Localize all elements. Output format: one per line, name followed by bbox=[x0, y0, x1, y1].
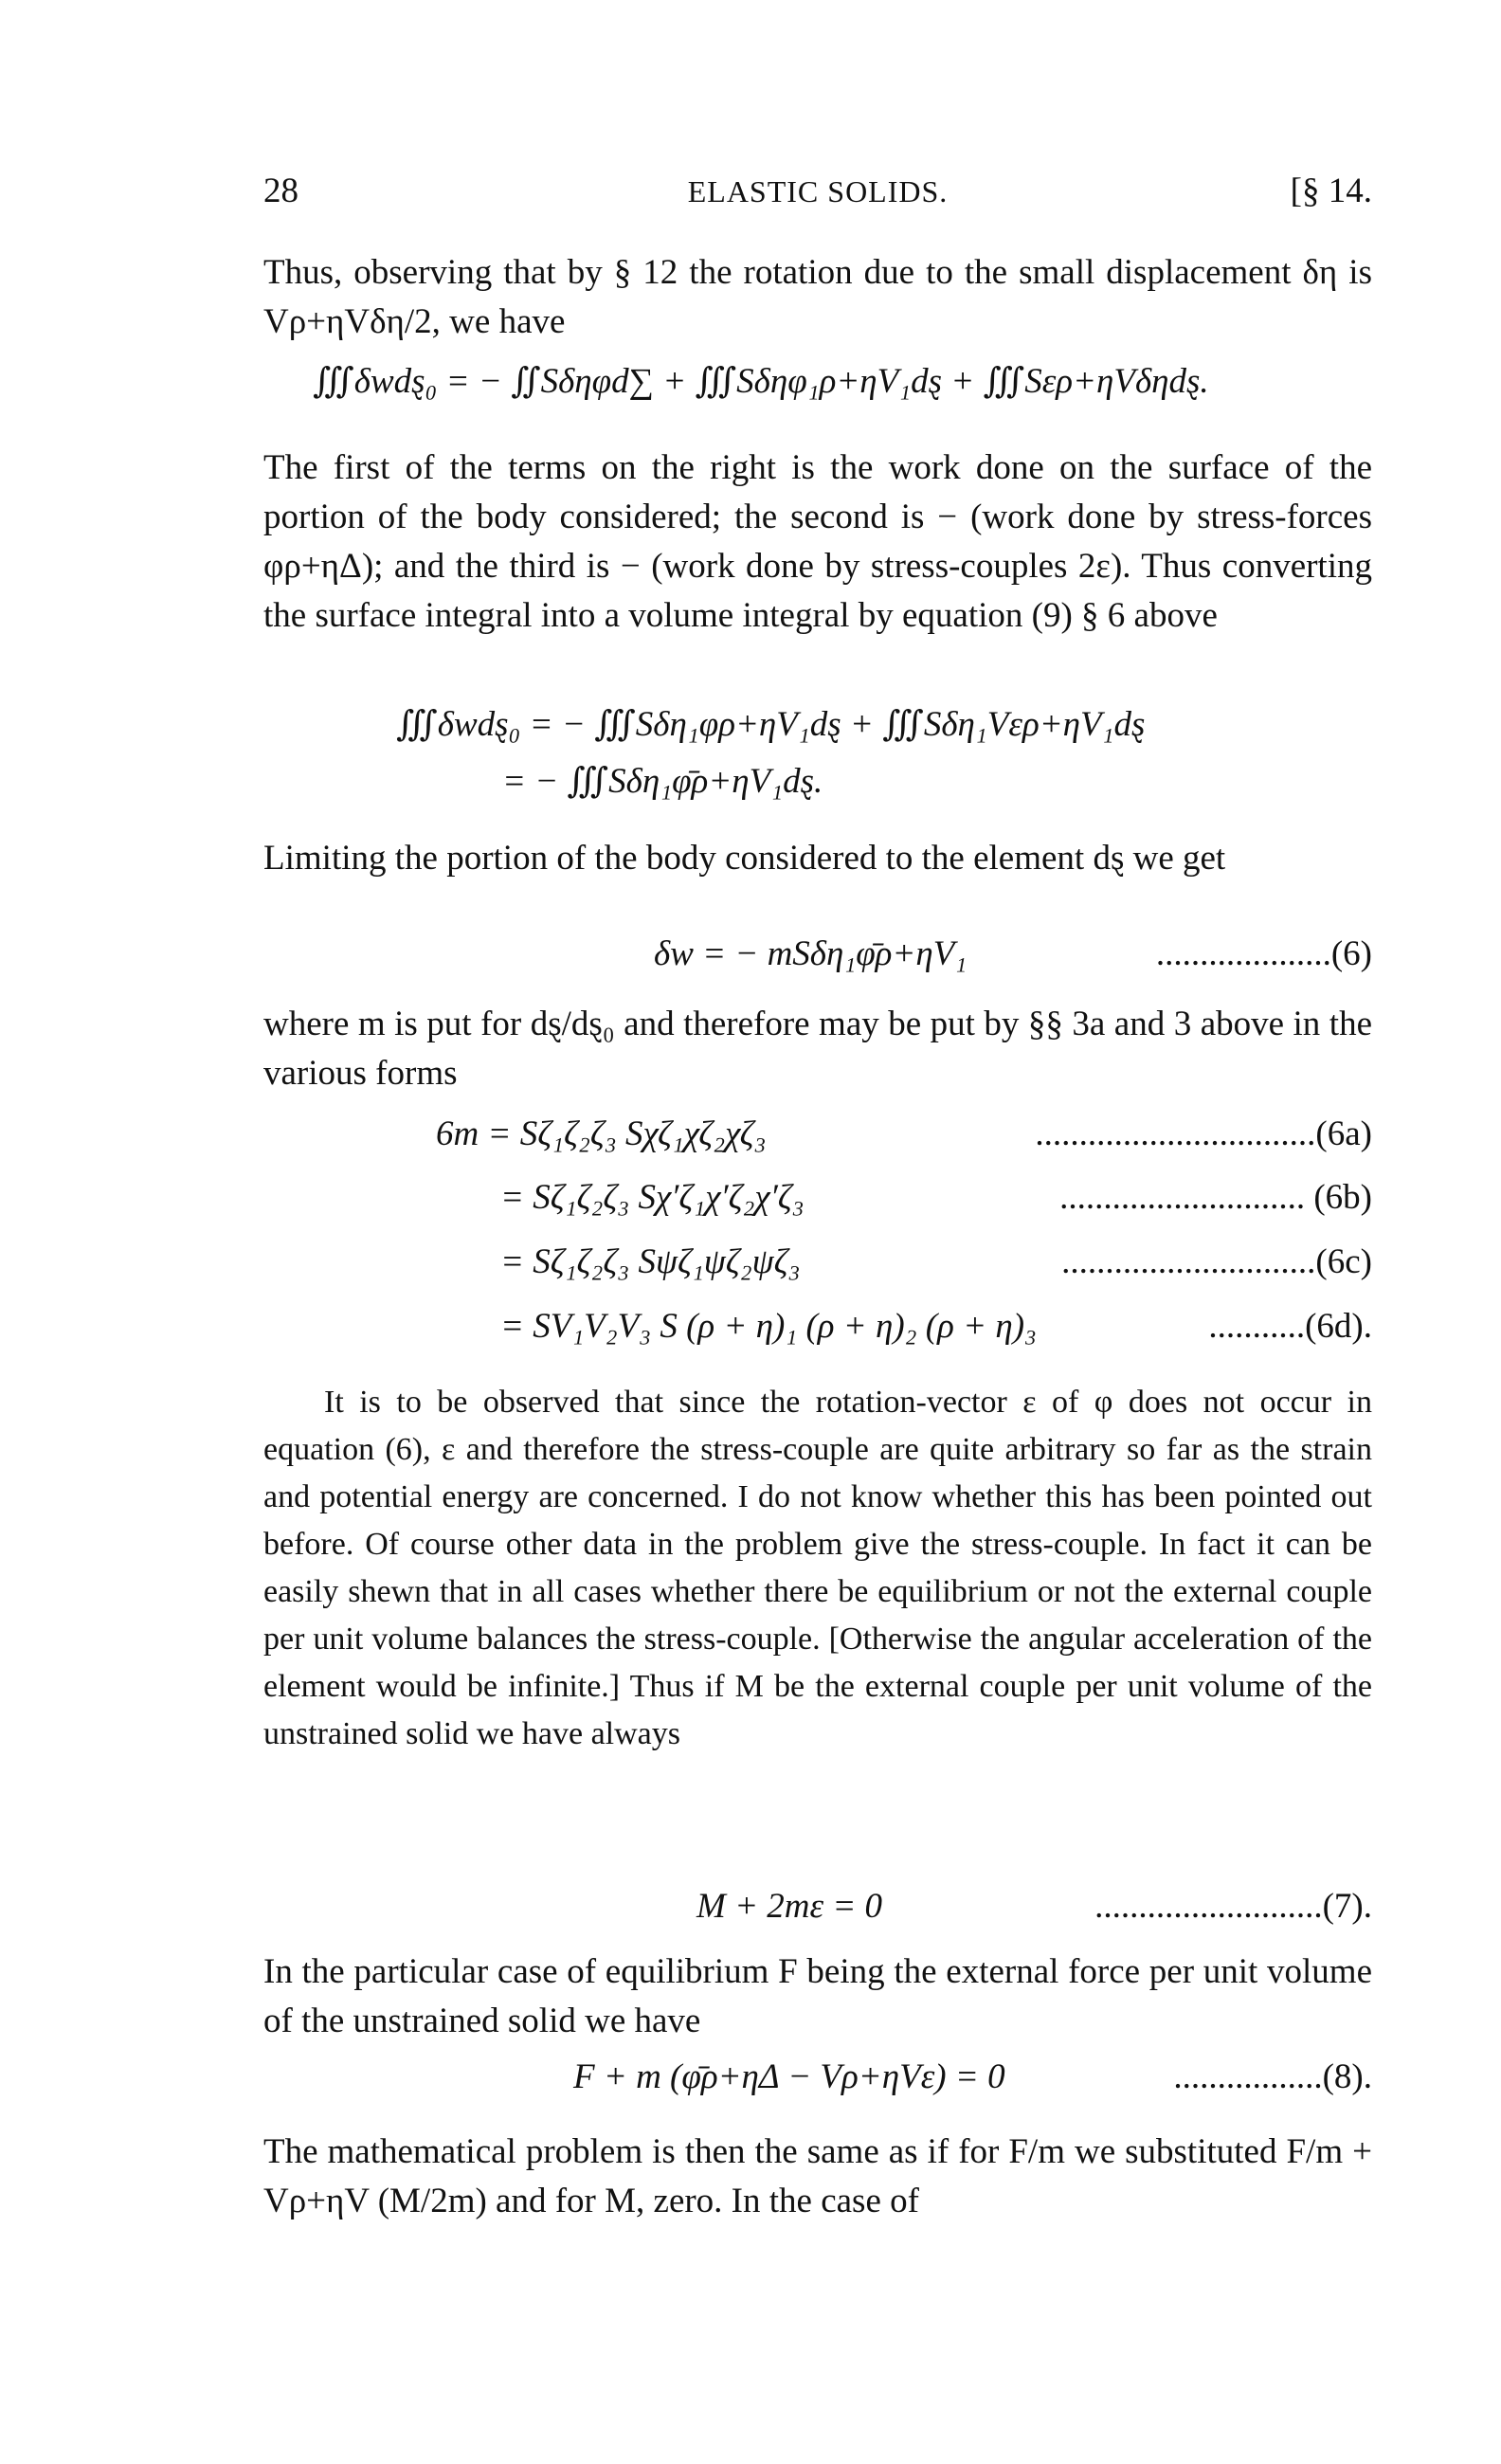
paragraph-3-text: Limiting the portion of the body considered to the element dȿ we get bbox=[263, 839, 1226, 878]
equation-7-expr: M + 2mε = 0 bbox=[696, 1887, 883, 1926]
equation-8-expr: F + m (φ̄ρ+ηΔ − Vρ+ηVε) = 0 bbox=[573, 2057, 1005, 2096]
equation-6a-expr: 6m = Sζ₁ζ₂ζ₃ Sχζ₁χζ₂χζ₃ bbox=[436, 1114, 767, 1153]
remark-paragraph-text: It is to be observed that since the rotation-vector ε of φ does not occur in equation (6), ε and therefore the stress-couple are quite arbitrary so far as the strain and potential energy are concerned. I do not know whether this has been pointed out before. Of course other data in the problem give the stress-couple. In fact it can be easily shewn that in all cases whether there be equilibrium or not the external couple per unit volume balances the stress-couple. [Otherwise the angular acceleration of the element would be infinite.] Thus if M be the external couple per unit volume of the unstrained solid we have always bbox=[263, 1385, 1372, 1751]
equation-6c-expr: = Sζ₁ζ₂ζ₃ Sψζ₁ψζ₂ψζ₃ bbox=[500, 1242, 801, 1281]
equation-6c-label: .............................(6c) bbox=[1061, 1242, 1372, 1281]
equation-7-label: ..........................(7). bbox=[1094, 1887, 1372, 1926]
equation-6-label: ....................(6) bbox=[1155, 934, 1372, 973]
equation-8 bbox=[573, 2056, 1372, 2097]
equation-6c bbox=[500, 1241, 1372, 1282]
paragraph-2-text: The first of the terms on the right is the work done on the surface of the portion of the body considered; the second is − (work done by stress-forces φρ+ηΔ); and the third is − (work done by stress-couples 2ε). Thus converting the surface integral into a volume integral by equation (9) § 6 above bbox=[263, 448, 1372, 635]
equation-2b: = − ∭Sδη₁φ̄ρ+ηV₁dȿ. bbox=[502, 762, 823, 801]
paragraph-4 bbox=[263, 1000, 1372, 1098]
paragraph-4-text: where m is put for dȿ/dȿ₀ and therefore may be put by §§ 3a and 3 above in the various forms bbox=[263, 1005, 1372, 1093]
equation-6 bbox=[654, 933, 1372, 974]
paragraph-1-text: Thus, observing that by § 12 the rotation due to the small displacement δη is Vρ+ηVδη/2, we have bbox=[263, 253, 1372, 341]
equation-2a: ∭δwdȿ₀ = − ∭Sδη₁φρ+ηV₁dȿ + ∭Sδη₁Vερ+ηV₁dȿ bbox=[396, 705, 1146, 744]
equation-6-expr: δw = − mSδη₁φ̄ρ+ηV₁ bbox=[654, 934, 968, 973]
equation-6d-expr: = SV₁V₂V₃ S (ρ + η)₁ (ρ + η)₂ (ρ + η)₃ bbox=[500, 1307, 1037, 1346]
paragraph-3 bbox=[263, 834, 1372, 883]
page-number: 28 bbox=[263, 172, 298, 210]
paragraph-1 bbox=[263, 248, 1372, 347]
paragraph-2 bbox=[263, 444, 1372, 641]
equation-6a bbox=[436, 1114, 1372, 1154]
equation-6b-expr: = Sζ₁ζ₂ζ₃ Sχ′ζ₁χ′ζ₂χ′ζ₃ bbox=[500, 1178, 805, 1217]
equation-6b-label: ............................ (6b) bbox=[1059, 1178, 1372, 1217]
equation-1: ∭δwdȿ₀ = − ∬Sδηφd∑ + ∭Sδηφ₁ρ+ηV₁dȿ + ∭Sερ+ηVδηdȿ. bbox=[313, 362, 1209, 401]
paragraph-5-text: In the particular case of equilibrium F being the external force per unit volume of the unstrained solid we have bbox=[263, 1952, 1372, 2040]
paragraph-6 bbox=[263, 2128, 1372, 2226]
equation-8-label: .................(8). bbox=[1173, 2057, 1372, 2096]
remark-paragraph bbox=[263, 1379, 1372, 1758]
equation-6b bbox=[500, 1177, 1372, 1218]
paragraph-5 bbox=[263, 1948, 1372, 2046]
equation-6d-label: ...........(6d). bbox=[1208, 1307, 1372, 1346]
section-marker: [§ 14. bbox=[1290, 172, 1372, 210]
running-title: ELASTIC SOLIDS. bbox=[687, 174, 949, 208]
paragraph-6-text: The mathematical problem is then the same as if for F/m we substituted F/m + Vρ+ηV (M/2m) and for M, zero. In the case of bbox=[263, 2132, 1372, 2220]
equation-6a-label: ................................(6a) bbox=[1035, 1114, 1372, 1153]
equation-7 bbox=[696, 1886, 1372, 1927]
running-header bbox=[263, 171, 1372, 218]
equation-6d bbox=[500, 1306, 1372, 1347]
